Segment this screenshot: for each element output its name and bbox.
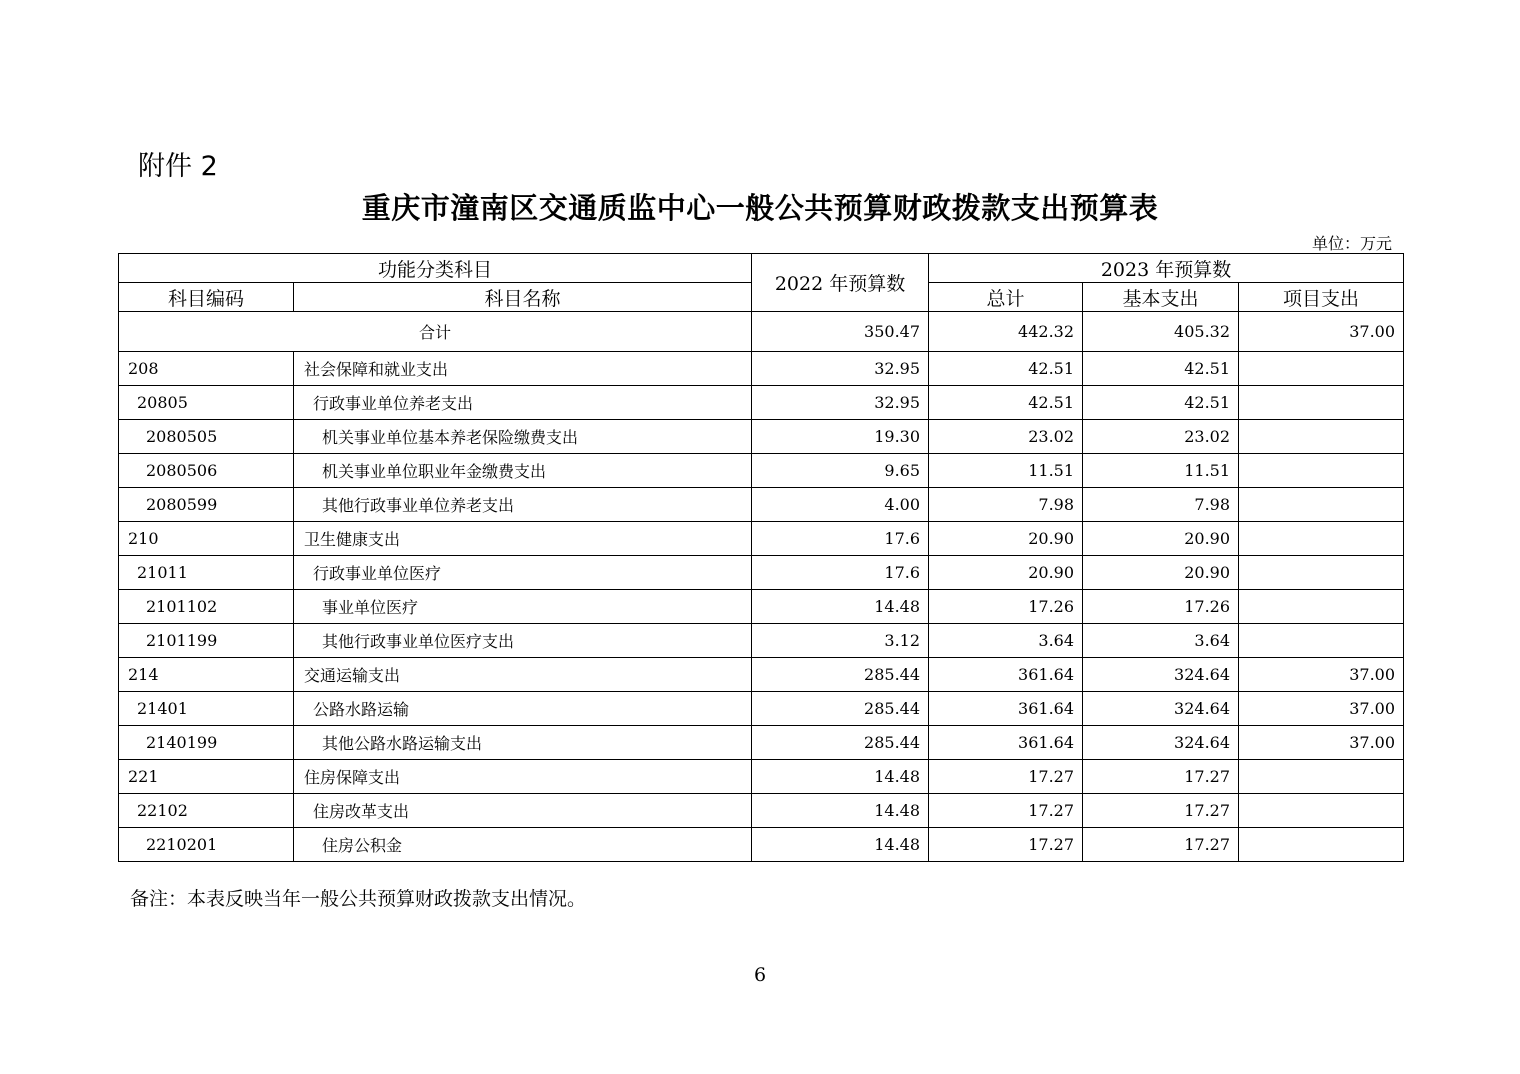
total-header: 总计 [929, 283, 1083, 312]
total-cell: 361.64 [929, 692, 1083, 726]
budget-table [118, 253, 1404, 862]
footnote: 备注：本表反映当年一般公共预算财政拨款支出情况。 [130, 888, 587, 910]
budget-2022-cell: 17.6 [752, 556, 929, 590]
subject-code-cell: 2080599 [119, 488, 294, 522]
project-expenditure-cell [1239, 760, 1404, 794]
subject-name-cell: 行政事业单位医疗 [294, 556, 752, 590]
subject-name-cell: 住房保障支出 [294, 760, 752, 794]
basic-expenditure-cell: 17.27 [1083, 828, 1239, 862]
table-row [119, 624, 1404, 658]
total-row [119, 312, 1404, 352]
basic-expenditure-cell: 42.51 [1083, 386, 1239, 420]
subject-name-cell: 事业单位医疗 [294, 590, 752, 624]
subject-name-cell: 社会保障和就业支出 [294, 352, 752, 386]
subject-name-cell: 其他行政事业单位养老支出 [294, 488, 752, 522]
table-row [119, 386, 1404, 420]
subject-name-cell: 机关事业单位职业年金缴费支出 [294, 454, 752, 488]
total-cell: 361.64 [929, 658, 1083, 692]
project-expenditure-cell [1239, 420, 1404, 454]
attachment-label: 附件 2 [138, 151, 218, 182]
total-cell: 17.26 [929, 590, 1083, 624]
table-row [119, 420, 1404, 454]
table-row [119, 522, 1404, 556]
table-row [119, 658, 1404, 692]
project-expenditure-cell [1239, 556, 1404, 590]
total-cell: 3.64 [929, 624, 1083, 658]
total-budget-2022: 350.47 [752, 312, 929, 352]
budget-2022-cell: 17.6 [752, 522, 929, 556]
total-cell: 17.27 [929, 794, 1083, 828]
total-cell: 17.27 [929, 828, 1083, 862]
total-cell: 17.27 [929, 760, 1083, 794]
total-cell: 361.64 [929, 726, 1083, 760]
subject-code-cell: 210 [119, 522, 294, 556]
basic-expenditure-cell: 17.27 [1083, 794, 1239, 828]
subject-code-cell: 2101199 [119, 624, 294, 658]
project-expenditure-cell [1239, 352, 1404, 386]
total-cell: 20.90 [929, 522, 1083, 556]
budget-2022-cell: 19.30 [752, 420, 929, 454]
subject-name-header: 科目名称 [294, 283, 752, 312]
budget-2022-cell: 285.44 [752, 658, 929, 692]
basic-expenditure-cell: 324.64 [1083, 726, 1239, 760]
project-expenditure-cell [1239, 624, 1404, 658]
subject-code-cell: 20805 [119, 386, 294, 420]
budget-2022-cell: 14.48 [752, 590, 929, 624]
budget-2022-cell: 285.44 [752, 692, 929, 726]
budget-2022-cell: 32.95 [752, 352, 929, 386]
budget-2022-cell: 14.48 [752, 794, 929, 828]
budget-2022-cell: 14.48 [752, 828, 929, 862]
total-cell: 11.51 [929, 454, 1083, 488]
table-row [119, 828, 1404, 862]
total-basic: 405.32 [1083, 312, 1239, 352]
total-cell: 42.51 [929, 352, 1083, 386]
subject-code-cell: 221 [119, 760, 294, 794]
budget-2022-cell: 3.12 [752, 624, 929, 658]
budget-2022-header: 2022 年预算数 [752, 254, 929, 312]
project-expenditure-cell: 37.00 [1239, 726, 1404, 760]
budget-2022-cell: 32.95 [752, 386, 929, 420]
subject-name-cell: 其他公路水路运输支出 [294, 726, 752, 760]
project-expenditure-cell [1239, 828, 1404, 862]
functional-category-header: 功能分类科目 [119, 254, 752, 283]
basic-expenditure-cell: 7.98 [1083, 488, 1239, 522]
project-expenditure-cell [1239, 590, 1404, 624]
project-expenditure-cell [1239, 386, 1404, 420]
table-row [119, 556, 1404, 590]
basic-expenditure-cell: 17.26 [1083, 590, 1239, 624]
subject-code-cell: 208 [119, 352, 294, 386]
subject-name-cell: 交通运输支出 [294, 658, 752, 692]
basic-expenditure-header: 基本支出 [1083, 283, 1239, 312]
budget-2022-cell: 9.65 [752, 454, 929, 488]
table-row [119, 692, 1404, 726]
subject-code-cell: 2140199 [119, 726, 294, 760]
total-cell: 42.51 [929, 386, 1083, 420]
project-expenditure-cell [1239, 454, 1404, 488]
page-title: 重庆市潼南区交通质监中心一般公共预算财政拨款支出预算表 [361, 191, 1159, 225]
budget-2022-cell: 4.00 [752, 488, 929, 522]
total-cell: 23.02 [929, 420, 1083, 454]
subject-name-cell: 公路水路运输 [294, 692, 752, 726]
total-cell: 7.98 [929, 488, 1083, 522]
basic-expenditure-cell: 42.51 [1083, 352, 1239, 386]
total-cell: 20.90 [929, 556, 1083, 590]
budget-2023-header: 2023 年预算数 [929, 254, 1404, 283]
budget-2022-cell: 14.48 [752, 760, 929, 794]
subject-name-cell: 住房公积金 [294, 828, 752, 862]
subject-name-cell: 卫生健康支出 [294, 522, 752, 556]
subject-code-cell: 214 [119, 658, 294, 692]
page-number: 6 [753, 964, 767, 986]
table-row [119, 352, 1404, 386]
subject-code-cell: 2101102 [119, 590, 294, 624]
basic-expenditure-cell: 17.27 [1083, 760, 1239, 794]
project-expenditure-cell [1239, 794, 1404, 828]
table-row [119, 794, 1404, 828]
basic-expenditure-cell: 20.90 [1083, 556, 1239, 590]
subject-name-cell: 机关事业单位基本养老保险缴费支出 [294, 420, 752, 454]
project-expenditure-cell: 37.00 [1239, 692, 1404, 726]
subject-code-cell: 2080505 [119, 420, 294, 454]
table-row [119, 488, 1404, 522]
basic-expenditure-cell: 3.64 [1083, 624, 1239, 658]
subject-code-cell: 22102 [119, 794, 294, 828]
total-label: 合计 [119, 312, 752, 352]
subject-code-cell: 2210201 [119, 828, 294, 862]
basic-expenditure-cell: 11.51 [1083, 454, 1239, 488]
subject-code-header: 科目编码 [119, 283, 294, 312]
project-expenditure-header: 项目支出 [1239, 283, 1404, 312]
basic-expenditure-cell: 23.02 [1083, 420, 1239, 454]
subject-code-cell: 21011 [119, 556, 294, 590]
total-total: 442.32 [929, 312, 1083, 352]
basic-expenditure-cell: 324.64 [1083, 692, 1239, 726]
subject-code-cell: 21401 [119, 692, 294, 726]
subject-code-cell: 2080506 [119, 454, 294, 488]
table-row [119, 454, 1404, 488]
project-expenditure-cell [1239, 522, 1404, 556]
budget-2022-cell: 285.44 [752, 726, 929, 760]
total-project: 37.00 [1239, 312, 1404, 352]
table-row [119, 760, 1404, 794]
subject-name-cell: 其他行政事业单位医疗支出 [294, 624, 752, 658]
subject-name-cell: 住房改革支出 [294, 794, 752, 828]
table-row [119, 590, 1404, 624]
subject-name-cell: 行政事业单位养老支出 [294, 386, 752, 420]
project-expenditure-cell [1239, 488, 1404, 522]
unit-label: 单位：万元 [1311, 234, 1392, 253]
basic-expenditure-cell: 324.64 [1083, 658, 1239, 692]
project-expenditure-cell: 37.00 [1239, 658, 1404, 692]
table-row [119, 726, 1404, 760]
basic-expenditure-cell: 20.90 [1083, 522, 1239, 556]
